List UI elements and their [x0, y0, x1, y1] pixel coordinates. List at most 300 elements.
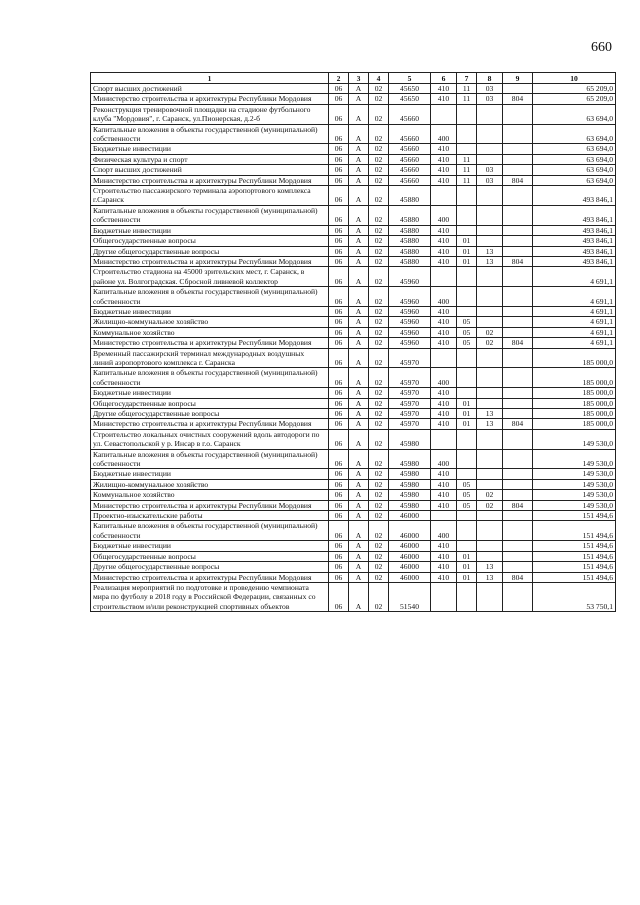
- amount-cell: 149 530,0: [533, 449, 616, 469]
- subprogram-code-cell: 02: [369, 175, 389, 185]
- expense-type-cell: [431, 267, 457, 287]
- target-code-cell: 45980: [389, 449, 431, 469]
- subsection-cell: 13: [477, 246, 503, 256]
- subsection-cell: [477, 144, 503, 154]
- amount-cell: 185 000,0: [533, 368, 616, 388]
- section-cell: 01: [457, 398, 477, 408]
- table-row: [91, 94, 616, 104]
- expense-type-cell: [431, 348, 457, 368]
- row-name-cell: Общегосударственные вопросы: [91, 236, 329, 246]
- ministry-cell: [503, 287, 533, 307]
- amount-cell: 63 694,0: [533, 124, 616, 144]
- section-code-cell: 06: [329, 327, 349, 337]
- section-cell: [457, 104, 477, 124]
- program-code-cell: А: [349, 287, 369, 307]
- target-code-cell: 45660: [389, 104, 431, 124]
- subprogram-code-cell: 02: [369, 84, 389, 94]
- table-row: [91, 368, 616, 388]
- program-code-cell: А: [349, 409, 369, 419]
- program-code-cell: А: [349, 521, 369, 541]
- table-row: [91, 469, 616, 479]
- target-code-cell: 45960: [389, 287, 431, 307]
- section-cell: 11: [457, 175, 477, 185]
- subprogram-code-cell: 02: [369, 124, 389, 144]
- section-cell: 11: [457, 84, 477, 94]
- section-cell: 05: [457, 500, 477, 510]
- row-name-cell: Бюджетные инвестиции: [91, 306, 329, 316]
- ministry-cell: [503, 124, 533, 144]
- table-row: [91, 429, 616, 449]
- ministry-cell: 804: [503, 94, 533, 104]
- expense-type-cell: 410: [431, 94, 457, 104]
- table-row: [91, 306, 616, 316]
- section-cell: 05: [457, 479, 477, 489]
- target-code-cell: 45980: [389, 479, 431, 489]
- column-header: 1: [91, 73, 329, 84]
- table-row: [91, 165, 616, 175]
- ministry-cell: [503, 267, 533, 287]
- ministry-cell: [503, 236, 533, 246]
- subsection-cell: [477, 511, 503, 521]
- target-code-cell: 45960: [389, 317, 431, 327]
- ministry-cell: [503, 368, 533, 388]
- row-name-cell: Спорт высших достижений: [91, 165, 329, 175]
- ministry-cell: [503, 469, 533, 479]
- amount-cell: 151 494,6: [533, 511, 616, 521]
- program-code-cell: А: [349, 236, 369, 246]
- target-code-cell: 45880: [389, 236, 431, 246]
- subsection-cell: [477, 368, 503, 388]
- ministry-cell: [503, 327, 533, 337]
- ministry-cell: [503, 144, 533, 154]
- amount-cell: 185 000,0: [533, 419, 616, 429]
- table-row: [91, 490, 616, 500]
- target-code-cell: 45880: [389, 246, 431, 256]
- ministry-cell: [503, 165, 533, 175]
- ministry-cell: 804: [503, 419, 533, 429]
- expense-type-cell: 400: [431, 124, 457, 144]
- ministry-cell: [503, 154, 533, 164]
- section-code-cell: 06: [329, 256, 349, 266]
- program-code-cell: А: [349, 246, 369, 256]
- program-code-cell: А: [349, 175, 369, 185]
- subprogram-code-cell: 02: [369, 154, 389, 164]
- subsection-cell: [477, 236, 503, 246]
- section-code-cell: 06: [329, 306, 349, 316]
- table-row: [91, 175, 616, 185]
- program-code-cell: А: [349, 368, 369, 388]
- section-cell: 05: [457, 490, 477, 500]
- ministry-cell: [503, 317, 533, 327]
- section-code-cell: 06: [329, 287, 349, 307]
- amount-cell: 149 530,0: [533, 469, 616, 479]
- section-code-cell: 06: [329, 267, 349, 287]
- subprogram-code-cell: 02: [369, 409, 389, 419]
- section-cell: 05: [457, 317, 477, 327]
- section-cell: [457, 144, 477, 154]
- column-header: 9: [503, 73, 533, 84]
- amount-cell: 185 000,0: [533, 409, 616, 419]
- expense-type-cell: 400: [431, 205, 457, 225]
- target-code-cell: 45970: [389, 348, 431, 368]
- subprogram-code-cell: 02: [369, 521, 389, 541]
- expense-type-cell: 410: [431, 338, 457, 348]
- row-name-cell: Министерство строительства и архитектуры Республики Мордовия: [91, 500, 329, 510]
- subsection-cell: [477, 398, 503, 408]
- row-name-cell: Другие общегосударственные вопросы: [91, 409, 329, 419]
- section-code-cell: 06: [329, 551, 349, 561]
- subsection-cell: 03: [477, 175, 503, 185]
- subsection-cell: [477, 582, 503, 611]
- program-code-cell: А: [349, 154, 369, 164]
- column-header: 5: [389, 73, 431, 84]
- subprogram-code-cell: 02: [369, 306, 389, 316]
- ministry-cell: [503, 551, 533, 561]
- amount-cell: 185 000,0: [533, 398, 616, 408]
- expense-type-cell: 410: [431, 175, 457, 185]
- target-code-cell: 45660: [389, 154, 431, 164]
- subsection-cell: 13: [477, 562, 503, 572]
- ministry-cell: [503, 225, 533, 235]
- program-code-cell: А: [349, 338, 369, 348]
- subsection-cell: [477, 521, 503, 541]
- subsection-cell: [477, 124, 503, 144]
- amount-cell: 493 846,1: [533, 205, 616, 225]
- expense-type-cell: 410: [431, 479, 457, 489]
- row-name-cell: Реализация мероприятий по подготовке и проведению чемпионата мира по футболу в 2018 году в Российской Федерации, связанных со строительством и/или реконструкцией спортивных объектов: [91, 582, 329, 611]
- subsection-cell: [477, 551, 503, 561]
- expense-type-cell: 410: [431, 541, 457, 551]
- amount-cell: 493 846,1: [533, 246, 616, 256]
- expense-type-cell: [431, 582, 457, 611]
- section-code-cell: 06: [329, 511, 349, 521]
- section-code-cell: 06: [329, 521, 349, 541]
- target-code-cell: 45970: [389, 398, 431, 408]
- expense-type-cell: 410: [431, 246, 457, 256]
- subprogram-code-cell: 02: [369, 317, 389, 327]
- target-code-cell: 45980: [389, 429, 431, 449]
- column-header: 10: [533, 73, 616, 84]
- amount-cell: 4 691,1: [533, 338, 616, 348]
- section-code-cell: 06: [329, 317, 349, 327]
- table-row: [91, 348, 616, 368]
- section-cell: [457, 267, 477, 287]
- section-code-cell: 06: [329, 348, 349, 368]
- table-row: [91, 479, 616, 489]
- expense-type-cell: 410: [431, 165, 457, 175]
- target-code-cell: 46000: [389, 511, 431, 521]
- section-cell: [457, 186, 477, 206]
- section-code-cell: 06: [329, 236, 349, 246]
- program-code-cell: А: [349, 449, 369, 469]
- target-code-cell: 45960: [389, 338, 431, 348]
- program-code-cell: А: [349, 144, 369, 154]
- program-code-cell: А: [349, 490, 369, 500]
- row-name-cell: Другие общегосударственные вопросы: [91, 562, 329, 572]
- subsection-cell: [477, 541, 503, 551]
- program-code-cell: А: [349, 165, 369, 175]
- section-code-cell: 06: [329, 582, 349, 611]
- section-cell: [457, 225, 477, 235]
- table-row: [91, 521, 616, 541]
- expense-type-cell: 410: [431, 419, 457, 429]
- section-cell: [457, 511, 477, 521]
- section-cell: [457, 205, 477, 225]
- table-row: [91, 551, 616, 561]
- row-name-cell: Реконструкция тренировочной площадки на стадионе футбольного клуба "Мордовия", г. Саранск, ул.Пионерская, д.2-б: [91, 104, 329, 124]
- ministry-cell: [503, 479, 533, 489]
- target-code-cell: 45970: [389, 388, 431, 398]
- target-code-cell: 45650: [389, 84, 431, 94]
- program-code-cell: А: [349, 267, 369, 287]
- section-cell: [457, 429, 477, 449]
- program-code-cell: А: [349, 551, 369, 561]
- subprogram-code-cell: 02: [369, 562, 389, 572]
- section-cell: [457, 124, 477, 144]
- section-cell: [457, 449, 477, 469]
- section-code-cell: 06: [329, 338, 349, 348]
- ministry-cell: [503, 511, 533, 521]
- section-code-cell: 06: [329, 388, 349, 398]
- subsection-cell: 13: [477, 572, 503, 582]
- section-cell: [457, 368, 477, 388]
- expense-type-cell: [431, 186, 457, 206]
- section-cell: 11: [457, 165, 477, 175]
- amount-cell: 151 494,6: [533, 572, 616, 582]
- section-cell: 01: [457, 236, 477, 246]
- target-code-cell: 45880: [389, 225, 431, 235]
- expense-type-cell: 410: [431, 225, 457, 235]
- subprogram-code-cell: 02: [369, 368, 389, 388]
- column-header: 7: [457, 73, 477, 84]
- subprogram-code-cell: 02: [369, 104, 389, 124]
- row-name-cell: Бюджетные инвестиции: [91, 469, 329, 479]
- expense-type-cell: 410: [431, 388, 457, 398]
- target-code-cell: 45660: [389, 144, 431, 154]
- section-code-cell: 06: [329, 94, 349, 104]
- target-code-cell: 45980: [389, 469, 431, 479]
- subprogram-code-cell: 02: [369, 582, 389, 611]
- column-header: 3: [349, 73, 369, 84]
- row-name-cell: Бюджетные инвестиции: [91, 144, 329, 154]
- amount-cell: 185 000,0: [533, 388, 616, 398]
- program-code-cell: А: [349, 582, 369, 611]
- ministry-cell: [503, 490, 533, 500]
- amount-cell: 493 846,1: [533, 225, 616, 235]
- subsection-cell: 02: [477, 490, 503, 500]
- target-code-cell: 45970: [389, 368, 431, 388]
- target-code-cell: 46000: [389, 541, 431, 551]
- row-name-cell: Капитальные вложения в объекты государственной (муниципальной) собственности: [91, 368, 329, 388]
- section-code-cell: 06: [329, 429, 349, 449]
- expense-type-cell: 400: [431, 368, 457, 388]
- program-code-cell: А: [349, 124, 369, 144]
- expense-type-cell: 410: [431, 500, 457, 510]
- table-row: [91, 154, 616, 164]
- program-code-cell: А: [349, 541, 369, 551]
- expense-type-cell: 410: [431, 551, 457, 561]
- subprogram-code-cell: 02: [369, 165, 389, 175]
- ministry-cell: 804: [503, 256, 533, 266]
- table-header-row: [91, 73, 616, 84]
- program-code-cell: А: [349, 186, 369, 206]
- subprogram-code-cell: 02: [369, 348, 389, 368]
- subprogram-code-cell: 02: [369, 144, 389, 154]
- expense-type-cell: 410: [431, 306, 457, 316]
- row-name-cell: Проектно-изыскательские работы: [91, 511, 329, 521]
- program-code-cell: А: [349, 511, 369, 521]
- row-name-cell: Физическая культура и спорт: [91, 154, 329, 164]
- amount-cell: 4 691,1: [533, 317, 616, 327]
- target-code-cell: 46000: [389, 521, 431, 541]
- subprogram-code-cell: 02: [369, 469, 389, 479]
- column-header: 6: [431, 73, 457, 84]
- ministry-cell: [503, 398, 533, 408]
- subprogram-code-cell: 02: [369, 205, 389, 225]
- section-cell: 01: [457, 551, 477, 561]
- amount-cell: 151 494,6: [533, 521, 616, 541]
- subprogram-code-cell: 02: [369, 572, 389, 582]
- program-code-cell: А: [349, 306, 369, 316]
- row-name-cell: Капитальные вложения в объекты государственной (муниципальной) собственности: [91, 124, 329, 144]
- ministry-cell: [503, 429, 533, 449]
- subprogram-code-cell: 02: [369, 511, 389, 521]
- subsection-cell: 13: [477, 419, 503, 429]
- ministry-cell: [503, 562, 533, 572]
- subsection-cell: 03: [477, 84, 503, 94]
- section-cell: [457, 521, 477, 541]
- amount-cell: 149 530,0: [533, 500, 616, 510]
- table-row: [91, 582, 616, 611]
- subsection-cell: 02: [477, 338, 503, 348]
- subprogram-code-cell: 02: [369, 256, 389, 266]
- row-name-cell: Коммунальное хозяйство: [91, 490, 329, 500]
- program-code-cell: А: [349, 104, 369, 124]
- ministry-cell: [503, 541, 533, 551]
- section-cell: 01: [457, 419, 477, 429]
- program-code-cell: А: [349, 225, 369, 235]
- row-name-cell: Министерство строительства и архитектуры Республики Мордовия: [91, 94, 329, 104]
- section-cell: [457, 306, 477, 316]
- target-code-cell: 45970: [389, 409, 431, 419]
- subsection-cell: 13: [477, 256, 503, 266]
- expense-type-cell: [431, 104, 457, 124]
- target-code-cell: 45880: [389, 256, 431, 266]
- ministry-cell: [503, 84, 533, 94]
- ministry-cell: 804: [503, 500, 533, 510]
- ministry-cell: [503, 521, 533, 541]
- program-code-cell: А: [349, 419, 369, 429]
- expense-type-cell: 410: [431, 562, 457, 572]
- row-name-cell: Бюджетные инвестиции: [91, 541, 329, 551]
- table-row: [91, 572, 616, 582]
- target-code-cell: 46000: [389, 562, 431, 572]
- row-name-cell: Общегосударственные вопросы: [91, 398, 329, 408]
- program-code-cell: А: [349, 327, 369, 337]
- program-code-cell: А: [349, 348, 369, 368]
- row-name-cell: Бюджетные инвестиции: [91, 225, 329, 235]
- table-row: [91, 511, 616, 521]
- table-row: [91, 562, 616, 572]
- ministry-cell: [503, 348, 533, 368]
- subprogram-code-cell: 02: [369, 490, 389, 500]
- amount-cell: 149 530,0: [533, 429, 616, 449]
- amount-cell: 63 694,0: [533, 144, 616, 154]
- section-code-cell: 06: [329, 225, 349, 235]
- table-row: [91, 500, 616, 510]
- subprogram-code-cell: 02: [369, 267, 389, 287]
- subsection-cell: [477, 469, 503, 479]
- amount-cell: 4 691,1: [533, 267, 616, 287]
- column-header: 8: [477, 73, 503, 84]
- row-name-cell: Министерство строительства и архитектуры Республики Мордовия: [91, 419, 329, 429]
- expense-type-cell: 410: [431, 256, 457, 266]
- row-name-cell: Капитальные вложения в объекты государственной (муниципальной) собственности: [91, 205, 329, 225]
- table-row: [91, 225, 616, 235]
- target-code-cell: 45970: [389, 419, 431, 429]
- expense-type-cell: 400: [431, 287, 457, 307]
- section-code-cell: 06: [329, 562, 349, 572]
- row-name-cell: Капитальные вложения в объекты государственной (муниципальной) собственности: [91, 521, 329, 541]
- amount-cell: 4 691,1: [533, 327, 616, 337]
- section-cell: [457, 469, 477, 479]
- table-row: [91, 327, 616, 337]
- section-cell: 05: [457, 327, 477, 337]
- table-row: [91, 317, 616, 327]
- table-row: [91, 124, 616, 144]
- section-code-cell: 06: [329, 449, 349, 469]
- subprogram-code-cell: 02: [369, 398, 389, 408]
- target-code-cell: 45880: [389, 186, 431, 206]
- section-code-cell: 06: [329, 490, 349, 500]
- section-code-cell: 06: [329, 368, 349, 388]
- row-name-cell: Министерство строительства и архитектуры Республики Мордовия: [91, 338, 329, 348]
- program-code-cell: А: [349, 429, 369, 449]
- subsection-cell: 03: [477, 165, 503, 175]
- section-cell: 01: [457, 246, 477, 256]
- subprogram-code-cell: 02: [369, 541, 389, 551]
- section-code-cell: 06: [329, 205, 349, 225]
- table-row: [91, 449, 616, 469]
- subsection-cell: [477, 287, 503, 307]
- section-code-cell: 06: [329, 84, 349, 94]
- row-name-cell: Министерство строительства и архитектуры Республики Мордовия: [91, 175, 329, 185]
- target-code-cell: 51540: [389, 582, 431, 611]
- table-row: [91, 419, 616, 429]
- section-code-cell: 06: [329, 398, 349, 408]
- subprogram-code-cell: 02: [369, 186, 389, 206]
- column-header: 4: [369, 73, 389, 84]
- program-code-cell: А: [349, 205, 369, 225]
- subsection-cell: [477, 479, 503, 489]
- subprogram-code-cell: 02: [369, 327, 389, 337]
- section-cell: 01: [457, 409, 477, 419]
- subprogram-code-cell: 02: [369, 246, 389, 256]
- section-code-cell: 06: [329, 186, 349, 206]
- section-cell: 11: [457, 94, 477, 104]
- subsection-cell: [477, 205, 503, 225]
- section-cell: 11: [457, 154, 477, 164]
- row-name-cell: Спорт высших достижений: [91, 84, 329, 94]
- amount-cell: 53 750,1: [533, 582, 616, 611]
- expense-type-cell: 400: [431, 449, 457, 469]
- target-code-cell: 46000: [389, 551, 431, 561]
- expense-type-cell: 410: [431, 236, 457, 246]
- amount-cell: 4 691,1: [533, 287, 616, 307]
- amount-cell: 151 494,6: [533, 541, 616, 551]
- row-name-cell: Капитальные вложения в объекты государственной (муниципальной) собственности: [91, 287, 329, 307]
- subprogram-code-cell: 02: [369, 338, 389, 348]
